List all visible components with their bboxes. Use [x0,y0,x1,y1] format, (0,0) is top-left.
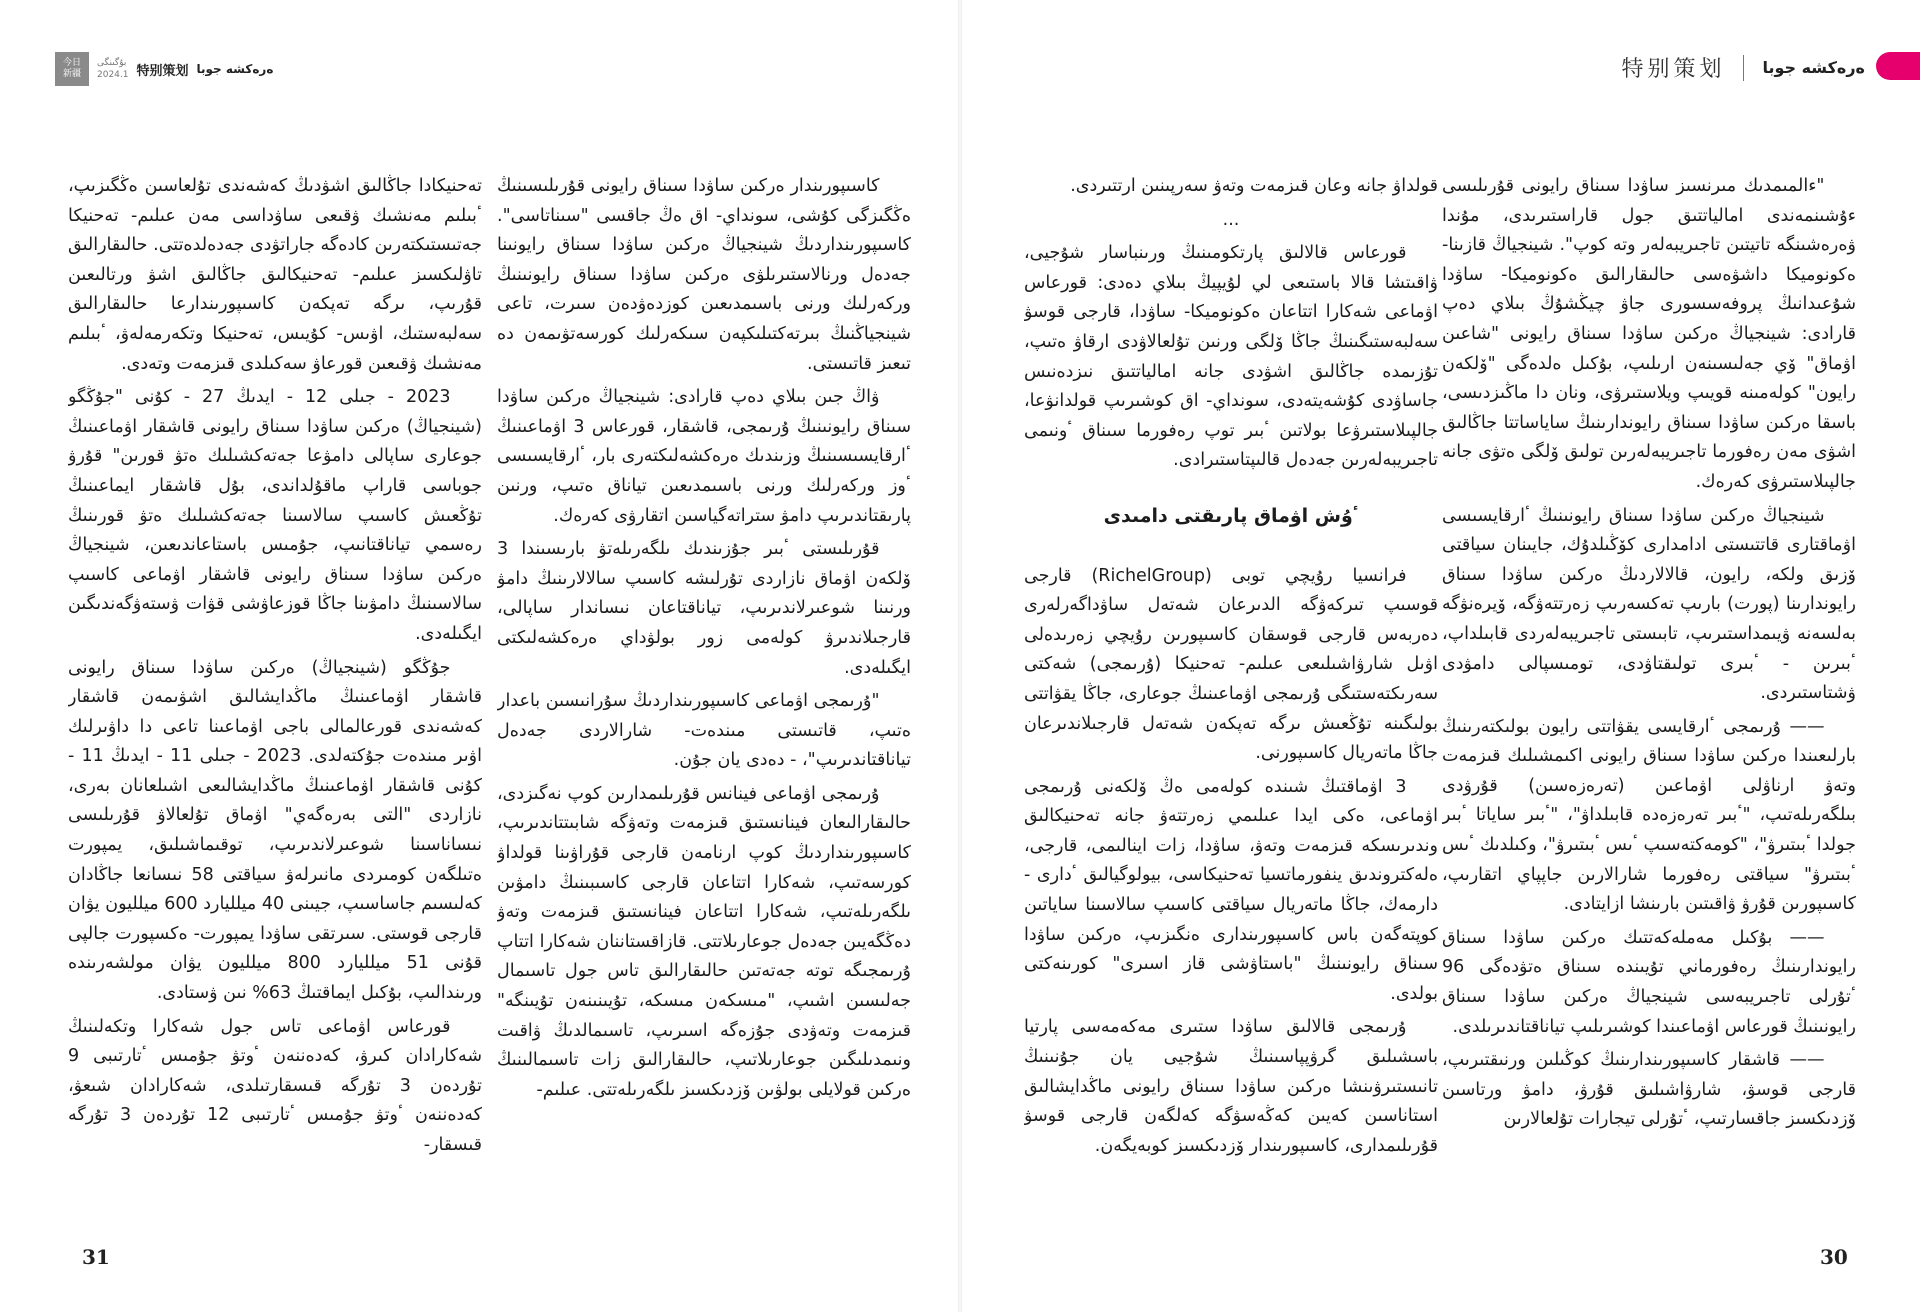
page-number-left: 31 [82,1245,110,1269]
ellipsis: ... [1222,209,1240,230]
paragraph: ۋاڭ جىن بىلاي دەپ قارادى: شينجياڭ ەركىن ساۋدا سىناق رايونىنىڭ ۇرىمجى، قاشقار، قورعاس 3 اۋماعىنىڭ ٴارقايسىسىنىڭ وزىندىك ەرەكشەلىكتەرى بار، ٴارقايسىسى ٴوز وركەرلىك ورنى باسىمدىعىن تياناق ەتىپ، ورنىن پارىقتاندىرىپ دامۋ ستراتەگياسىن اتقارۋى كەرەك. [497,387,911,526]
section-title-kz: ەرەكشە جوبا [1762,58,1865,77]
issue-date: 2024.1 [97,70,129,80]
paragraph: كاسىپورىندار ەركىن ساۋدا سىناق رايونى قۇرىلىسىنىڭ ەڭگىزگى كۇشى، سونداي- اق ەڭ جاقسى "سىناتاسى". كاسىپورىنداردىڭ شينجياڭ ەركىن ساۋدا سىناق رايونىنا جەدەل ورنالاستىرىلۋى ەركىن ساۋدا سىناق رايونىنىڭ وركەرلىك ورنى باسىمدىعىن كوزدەۋدەن سىرت، تاعى شينجياڭنىڭ بىرتەكتىلىكپەن سىكەرلىك كورسەتۋىمەن دە تىعىز قاتىستى. [497,176,911,374]
paragraph: فرانسيا رۇيچي توبى (RichelGroup) قارجى قوسىپ تىركەۋگە الدىرعان شەتەل ساۋداگەرلەرى دەربەس قارجى قوسقان كاسىپورىن رۇيچي زەرىدەلى اۋىل شارۋاشىلىعى عىلىم- تەحنيكا (ۇرىمجى) شەكتى سەرىكتەستىگى ۇرىمجى اۋماعىنىڭ جوعارى، جاڭا يقۋاتتى بولىگىنە تۇڭعىش ىرگە تەپكەن شەتەل قارجىلاندىرعان جاڭا ماتەريال كاسىپورنى. [1024,565,1438,764]
magazine-logo-line1: 今日 [62,58,81,68]
paragraph-continued: تەحنيكادا جاڭالىق اشۋدىڭ كەشەندى تۇلعاسىن ەڭگىزىپ، ٴبىلىم مەنشىك ۋقىعى ساۋداسى مەن عىلىم- تەحنيكا جەتىستىكتەرىن كادەگە جاراتۋدى جەدەلدەتتى. حالىقارالىق تاۋلىكسىز عىلىم- تەحنيكالىق جاڭالىق اشۋ ورتالىعىن قۇرىپ، ىرگە تەپكەن كاسىپورىندارعا حالىقارالىق سەلبەستىك، اۋىس- كۇيىس، تەحنيكا وتكەرمەلەۋ، ٴبىلىم مەنشىك ۋقىعىن قورعاۋ سەكىلدى قىزمەت وتەدى. [68,176,482,374]
left-running-header [55,52,273,86]
page-number-right: 30 [1820,1245,1848,1269]
section-title-cn: 特别策划 [1621,57,1726,82]
right-running-header [1621,52,1865,83]
section-title-kz: ەرەكشە جوبا [196,62,274,76]
paragraph: "ۇرىمجى اۋماعى كاسىپورىنداردىڭ سۇرانىسىن باعدار ەتىپ، قاتىستى مىندەت- شارالاردى جەدەل تياناقتاندىرىپ"، - دەدى يان جۇن. [497,691,911,771]
right-page-outer-column [1442,172,1856,1272]
issue-info [97,57,129,81]
left-page-inner-column [497,172,911,1272]
paragraph-continued: قولداۋ جانە وعان قىزمەت وتەۋ سەرپىنىن ارتتىردى. [1070,176,1438,196]
paragraph: قۇرىلىستى ٴبىر جۇزىندىك ىلگەرىلەتۋ بارىسىندا 3 ۆلكەن اۋماق نازاردى تۇرلىشە كاسىپ سالالارىنىڭ دامۋ ورنىنا شوعىرلاندىرىپ، تياناقتاعان نىساندار ساپالى، قارجىلاندىرۋ كولەمى زور بولۋداي ەرەكشەلىكتى ايگىلەدى. [497,539,911,678]
paragraph: قورعاس اۋماعى تاس جول شەكارا وتكەلىنىڭ شەكارادان كىرۋ، كەدەننەن ٴوتۋ جۇمىس ٴتارتىبى 9 تۇردەن 3 تۇرگە قىسقارتىلدى، شەكارادان شىعۋ، كەدەننەن ٴوتۋ جۇمىس ٴتارتىبى 12 تۇردەن 3 تۇرگە قىسقار- [68,1016,482,1155]
paragraph: شينجياڭ ەركىن ساۋدا سىناق رايونىنىڭ ٴارقايسىسى اۋماقتارى قاتتىستى ادامدارى كۆڭىلدۇك، جايىنان سياقتى ۆزىق ولكە، رايون، قالالاردىڭ ەركىن ساۋدا سىناق رايوندارىنا (پورت) بارىپ تەكسەرىپ زەرتتەۋگە، ۆيرەنۋگە بەلسەنە ۋيىمداستىرىپ، تابىستى تاجىريبەلەردى قابىلداپ، ٴبىرىن - ٴبىرى تولىقتاۋدى، تومىسپالى دامۋدى ۋشتاستىردى. [1442,505,1856,704]
magazine-logo [55,52,89,86]
paragraph: 3 اۋماقتىڭ شىندە كولەمى ەڭ ۆلكەنى ۇرىمجى اۋماعى، ەكى ايدا عىلىمي زەرتتەۋ جانە تەحنيكالىق وندىرىسكە قىزمەت وتەۋ، ساۋدا، زات اينالىمى، قارجى، ەلەكتروندىق ينفورماتسيا تەحنيكاسى، بيولوگيالىق ٴدارى - دارمەك، جاڭا ماتەريال سياقتى كاسىپ سالاسىنا ساياتىن كوپتەگەن باس كاسىپورىندارى ەنگىزىپ، ەركىن ساۋدا سىناق رايونىنىڭ "باستاۋشى قاز اسىرى" كورىنەكتى بولدى. [1024,776,1438,1004]
paragraph: —— قاشقار كاسىپورىندارىنىڭ كوڭىلىن ورنىقتىرىپ، قارجى قوسۋ، شارۋاشىلىق قۇرۋ، دامۋ ورتاسىن ۆزدىكسىز جاقسارتىپ، ٴتۇرلى تيجارات تۇلعالارىن [1442,1050,1856,1130]
paragraph: قورعاس قالالىق پارتكومىنىڭ ورىنباسار شۇجيى، ۋاقىتشا قالا باستىعى لي لۇيپيڭ بىلاي دەدى: قورعاس اۋماعى شەكارا اتتاعان ەكونوميكا- ساۋدا، قارجى قوسۋ سەلبەستىگىنىڭ جاڭا ۆلگى ورنىن تۇلعالاۋدى ارقاۋ ەتىپ، تۇزىمدە جاڭالىق اشۋدى جانە امالياتتىق نىزدەنىس جاساۋدى كۇشەيتەدى، سونداي- اق كوشىرىپ قولدانۋعا، جالپىلاستىرۋعا بولاتىن ٴبىر توپ رەفورما سىناق ٴونىمى تاجىريبەلەرىن جەدەل قالىپتاستىرادى. [1024,243,1438,471]
section-color-tab [1876,52,1920,80]
paragraph: جۇڭگو (شينجياڭ) ەركىن ساۋدا سىناق رايونى قاشقار اۋماعىنىڭ ماڭدايشالىق اشۋىمەن قاشقار كەشەندى قورعالمالى باجى اۋماعىنا تاعى دا داۋىرلىك اۋىر مىندەت جۇكتەلدى. 2023 - جىلى 11 - ايدىڭ 11 - كۇنى قاشقار اۋماعىنىڭ ماڭدايشالىعى اشىلعانان بەرى، نازاردى "التى بەرەگەي" اۋماق تۇلعالاۋ قۇرىلىسى نىساناسىنا شوعىرلاندىرىپ، توقىماشىلىق، يمپورت ەتىلگەن كومىردى مانىرلەۋ سياقتى 58 نىسانعا جاڭادان كەلىسىم جاساسىپ، جيىنى 40 ميلليارد 600 ميلليون يۋان قارجى قوستى. سىرتقى ساۋدا يمپورت- ەكسپورت جالپى قۇنى 51 ميلليارد 800 ميلليون يۋان مولشەرىندە ورىندالىپ، بۇكىل ايماقتىڭ 63% نىن ۋستادى. [68,657,482,1004]
magazine-logo-line2: 新疆 [62,69,81,79]
subsection-heading: ٴوُش اۋماق پارىقتى دامىدى [1103,504,1359,527]
issue-kz-label: بۇگىنگى [97,58,127,68]
paragraph: ۇرىمجى قالالىق ساۋدا ستىرى مەكەمەسى پارتيا باسشىلىق گرۋپپاسىنىڭ شۇجيى يان جۇنىنىڭ تانىستىرۋىنشا ەركىن ساۋدا سىناق رايونى ماڭدايشالىق استاناسىن كەيىن كەڭەسۋگە كەلگەن قارجى قوسۋ قۇرىلىمدارى، كاسىپورىندار ۆزدىكسىز كوبەيگەن. [1024,1017,1438,1156]
header-divider [1743,55,1744,81]
paragraph: ۇرىمجى اۋماعى فينانس قۇرىلىمدارىن كوپ نەگىزدى، حالىقارالىعان فينانستىق قىزمەت وتەۋگە شابىتتاندىرىپ، كاسىپورىنداردىڭ كوپ ارنامەن قارجى قۇراۋىنا قولداۋ كورسەتىپ، شەكارا اتتاعان قارجى كاسىبىنىڭ دامۋىن ىلگەرىلەتىپ، شەكارا اتتاعان فينانستىق قىزمەت وتەۋ دەڭگەيىن جەدەل جوعارىلاتتى. قازاقستاننان شەكارا اتتاپ ۇرىمجىگە توتە جەتەتىن حالىقارالىق تاس جول تاسىمال جەلىسىن اشىپ، "مىسكەن مىسكە، تۇيىنىنەن تۇيىنگە" قىزمەت وتەۋدى جۇزەگە اسىرىپ، تاسىمالدىڭ ۋاقىت ونىمدىلىگىن جوعارىلاتىپ، حالىقارالىق زات تاسىمالىنىڭ ەركىن قولايلى بولۋىن ۆزدىكسىز ىلگەرىلەتتى. عىلىم- [497,783,911,1100]
left-page-outer-column [68,172,482,1272]
paragraph: "ءالمىمدىك مىرنسىز ساۋدا سىناق رايونى قۇرىلىسى ءۇشىنمەندى امالياتتىق جول قاراستىرىدى، مۇندا ۋەرەشىنگە تاتيتىن تاجىريبەلەر وتە كوپ". شينجياڭ قازىنا-ەكونوميكا داشۋەسى حالىقارالىق ەكونوميكا- ساۋدا شۇعىدانىڭ پروفەسسورى جاۋ چيڭشۇڭ بىلاي دەپ قارادى: شينجياڭ ەركىن ساۋدا سىناق رايونى "شاعىن اۋماق" ۆي جەلىسىنەن ارىلىپ، بۇكىل ەلدەگى "ۆلكەن رايون" كولەمىنە قويىپ ويلاستىرۋى، ونان دا ماڭىزدىسى، باسقا ەركىن ساۋدا سىناق رايوندارىنىڭ ساياساتتا جاڭالىق اشۋى مەن رەفورما تاجىريبەلەرىن تولىق ۆلگى ەتۋى جانە جالپىلاستىرۋى كەرەك. [1442,176,1856,492]
right-page-inner-column [1024,172,1438,1272]
paragraph: 2023 - جىلى 12 - ايدىڭ 27 - كۇنى "جۇڭگو (شينجياڭ) ەركىن ساۋدا سىناق رايونى قاشقار اۋماعىنىڭ جوعارى ساپالى دامۋعا جەتەكشىلىك ەتۋ قورىن" قۇرۋ جوباسى قاراپ ماقۇلداندى، بۇل قاشقار ايماعىنىڭ تۇڭعىش كاسىپ سالاسىنا جەتەكشىلىك ەتۋ قورىنىڭ رەسمي تياناقتانىپ، جۇمىس باستاعاندىعىن، شينجياڭ ەركىن ساۋدا سىناق رايونى قاشقار اۋماعى كاسىپ سالاسىنىڭ دامۋىنا جاڭا قوزعاۋشى قۋات ۋستەۋگەندىگىن ايگىلەدى. [68,387,482,644]
section-title-cn: 特别策划 [136,63,189,79]
right-page [960,0,1920,1312]
paragraph: —— ۇرىمجى ٴارقايسى يقۋاتتى رايون بولىكتەرىنىڭ بارلىعىندا ەركىن ساۋدا سىناق رايونى اكىمشىلىك قىزمەت وتەۋ ارناۋلى اۋماعىن (تەرەزەسىن) قۇرۋدى بىلگەرىلەتىپ، "ٴبىر تەرەزەدە قابىلداۋ"، "ٴبىر ساياتا ٴبىر جولدا ٴبىتىرۋ"، "كومەكتەسىپ ٴىس ٴبىتىرۋ"، وكىلدىك ٴىس ٴبىتىرۋ" سياقتى رەفورما شارالارىن جاپپاي اتقارىپ، كاسىپورىن قۇرۋ ۋاقىتىن بارىنشا ازايتادى. [1442,716,1856,915]
paragraph: —— بۇكىل مەملەكەتتىك ەركىن ساۋدا سىناق رايوندارىنىڭ رەفورماني تۇيىندە سىناق ەتۋدەگى 96 ٴتۇرلى تاجىريبەسى شينجياڭ ەركىن ساۋدا سىناق رايونىنىڭ قورعاس اۋماعىندا كوشىرىلىپ تياناقتاندىرىلدى. [1442,927,1856,1037]
